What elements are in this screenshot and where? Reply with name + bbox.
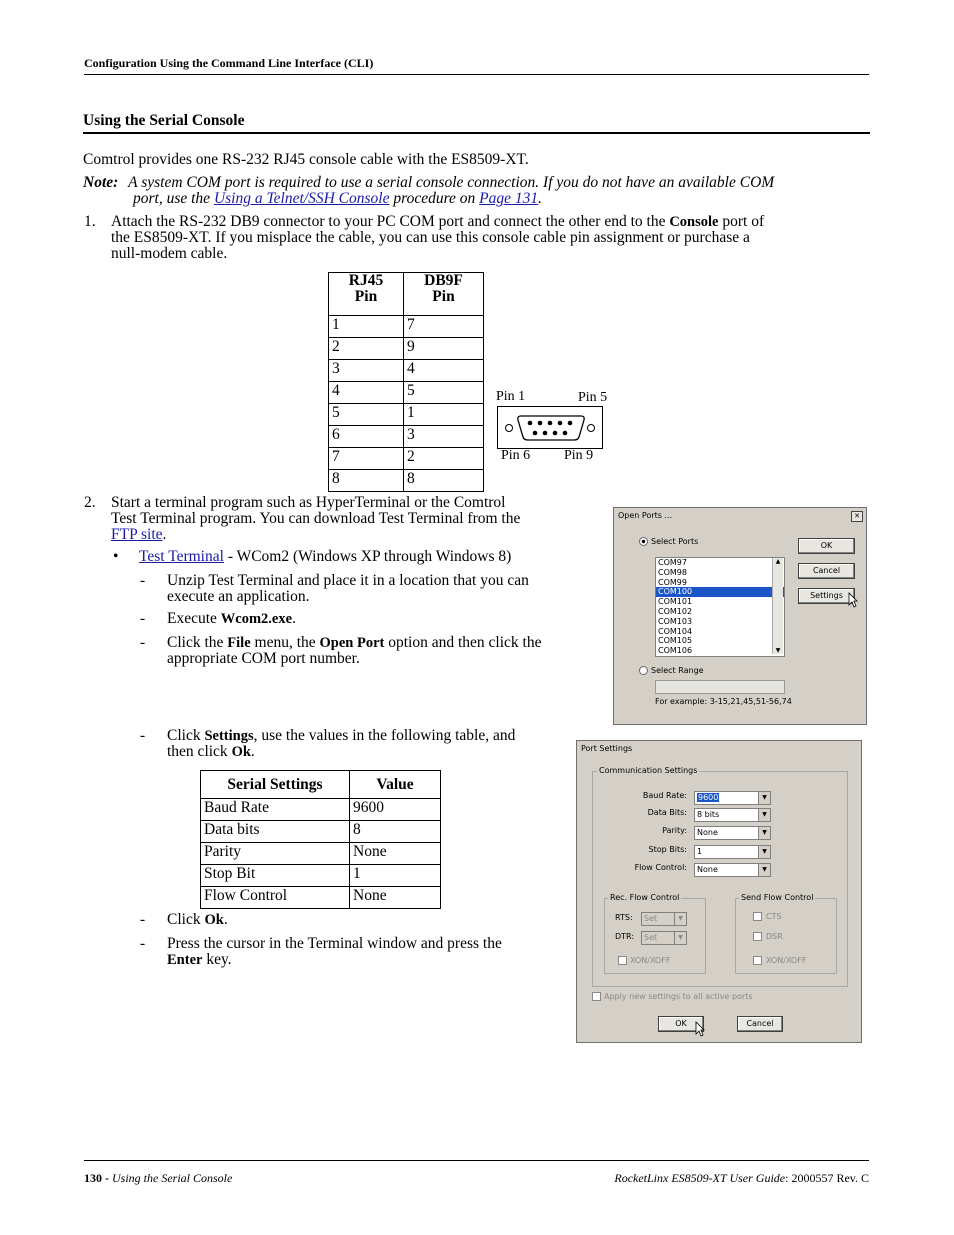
page-number: 130 - (84, 1171, 112, 1185)
dash-marker: - (140, 935, 146, 952)
pin-table-row (329, 404, 484, 426)
header-text: DB9F (424, 272, 463, 289)
console-term: Console (669, 214, 719, 230)
ok-button[interactable]: OK (798, 538, 855, 554)
port-list-item[interactable]: COM100 (656, 587, 784, 597)
combo-value: None (697, 865, 718, 874)
select-ports-label: Select Ports (651, 537, 699, 546)
data-bits-select[interactable] (694, 808, 771, 822)
dtr-select[interactable] (641, 931, 687, 945)
serial-table-row (201, 799, 441, 821)
port-list-item[interactable]: COM103 (658, 616, 693, 626)
sub-step-settings-line-2 (167, 744, 255, 760)
header-text: RJ45 (348, 272, 384, 289)
parity-label: Parity: (662, 826, 687, 835)
step-text: menu, the (250, 634, 320, 651)
flow-control-select[interactable] (694, 863, 771, 877)
note-line-1: A system COM port is required to use a serial console connection. If you do not have an available COM (128, 174, 775, 191)
wcom2-term: Wcom2.exe (220, 611, 293, 627)
settings-term: Settings (204, 728, 254, 744)
close-icon[interactable]: ✕ (851, 511, 863, 522)
flow-control-label: Flow Control: (634, 863, 687, 872)
cts-checkbox[interactable] (753, 912, 762, 921)
send-flow-control-label: Send Flow Control (741, 893, 814, 902)
footer-section: Using the Serial Console (112, 1171, 233, 1185)
step-text: option and then click the (384, 634, 542, 651)
setting-value-cell: None (350, 887, 441, 909)
note-label: Note: (83, 174, 119, 191)
port-list-item[interactable]: COM101 (658, 597, 693, 607)
combo-value: Set (644, 914, 658, 923)
port-list-item[interactable]: COM105 (658, 636, 693, 646)
rec-xon-xoff-checkbox[interactable] (618, 956, 627, 965)
dash-marker: - (140, 610, 146, 627)
pin-table-row (329, 382, 484, 404)
port-list-scrollbar[interactable] (772, 558, 783, 654)
test-terminal-link[interactable]: Test Terminal (139, 548, 224, 565)
sub-step-settings-line-1 (167, 728, 515, 744)
open-ports-titlebar (615, 509, 865, 523)
setting-value-cell: 9600 (350, 799, 441, 821)
sub-step-unzip-line-2: execute an application. (167, 588, 310, 605)
port-list[interactable] (655, 557, 785, 657)
pin-table (328, 272, 484, 492)
db9f-pin-cell: 4 (404, 360, 484, 382)
note-text: procedure on (389, 190, 480, 207)
step-text: port of (718, 213, 765, 230)
combo-value: 8 bits (697, 810, 720, 819)
ok-button[interactable]: OK (658, 1016, 704, 1032)
sub-step-unzip-line-1: Unzip Test Terminal and place it in a location that you can (167, 572, 529, 589)
db9f-pin-cell: 3 (404, 426, 484, 448)
setting-name-cell: Stop Bit (201, 865, 350, 887)
cursor-icon (695, 1021, 705, 1037)
rts-label: RTS: (615, 913, 633, 922)
intro-paragraph: Comtrol provides one RS-232 RJ45 console cable with the ES8509-XT. (83, 151, 529, 168)
sub-step-execute (167, 611, 296, 627)
pin-table-row (329, 426, 484, 448)
rj45-pin-cell: 2 (329, 338, 404, 360)
dash-marker: - (140, 911, 146, 928)
pin-table-row (329, 316, 484, 338)
enter-term: Enter (167, 952, 203, 968)
setting-value-cell: 8 (350, 821, 441, 843)
section-rule (83, 132, 870, 134)
step-text: . (223, 911, 228, 928)
step-text: key. (202, 951, 232, 968)
note-line-2 (133, 191, 542, 207)
note-text: . (538, 190, 543, 207)
dtr-label: DTR: (615, 932, 635, 941)
rj45-pin-cell: 1 (329, 316, 404, 338)
db9f-pin-cell: 5 (404, 382, 484, 404)
baud-rate-select[interactable] (694, 791, 771, 805)
pin-table-header-rj45 (329, 273, 404, 316)
rj45-pin-cell: 5 (329, 404, 404, 426)
select-range-label: Select Range (651, 666, 704, 675)
setting-name-cell: Data bits (201, 821, 350, 843)
dialog-title: Port Settings (581, 744, 633, 753)
telnet-ssh-link[interactable]: Using a Telnet/SSH Console (213, 190, 390, 207)
step-text: then click (167, 743, 232, 760)
db9-pin6-label: Pin 6 (501, 448, 531, 463)
pin-table-row (329, 470, 484, 492)
step-text: Click (167, 727, 205, 744)
data-bits-label: Data Bits: (647, 808, 687, 817)
page-131-link[interactable]: Page 131 (479, 190, 539, 207)
baud-rate-label: Baud Rate: (642, 791, 687, 800)
serial-table-row (201, 843, 441, 865)
setting-name-cell: Flow Control (201, 887, 350, 909)
open-ports-dialog (613, 507, 867, 725)
rts-select[interactable] (641, 912, 687, 926)
step-text: Attach the RS-232 DB9 connector to your PC COM port and connect the other end to the (111, 213, 670, 230)
header-rule (84, 74, 869, 75)
communication-settings-label: Communication Settings (599, 766, 698, 775)
cancel-button[interactable]: Cancel (798, 563, 855, 579)
db9f-pin-cell: 7 (404, 316, 484, 338)
chevron-down-icon: ▼ (674, 913, 686, 925)
step-1-number: 1. (84, 213, 96, 230)
bullet-text: - WCom2 (Windows XP through Windows 8) (223, 548, 512, 565)
step-2-line-3 (111, 527, 166, 543)
send-xon-xoff-checkbox[interactable] (753, 956, 762, 965)
rj45-pin-cell: 7 (329, 448, 404, 470)
ok-term: Ok (204, 912, 224, 928)
port-list-item[interactable]: COM98 (658, 567, 687, 577)
port-settings-titlebar (578, 742, 860, 756)
db9-connector-diagram (497, 406, 603, 449)
sub-step-click-ok (167, 912, 228, 928)
rj45-pin-cell: 3 (329, 360, 404, 382)
header-text: Pin (432, 288, 455, 305)
chevron-down-icon: ▼ (674, 932, 686, 944)
setting-name-cell: Baud Rate (201, 799, 350, 821)
serial-table-row (201, 887, 441, 909)
sub-step-press-enter-line-2 (167, 952, 232, 968)
rj45-pin-cell: 6 (329, 426, 404, 448)
serial-table-header-value: Value (350, 771, 441, 799)
combo-value: 9600 (698, 793, 719, 802)
guide-revision: : 2000557 Rev. C (785, 1171, 869, 1185)
setting-value-cell: None (350, 843, 441, 865)
range-input[interactable] (655, 680, 785, 694)
ftp-site-link[interactable]: FTP site (111, 526, 163, 543)
header-text: Pin (354, 288, 378, 305)
port-list-item[interactable]: COM106 (658, 646, 693, 656)
db9f-pin-cell: 2 (404, 448, 484, 470)
range-example-text: For example: 3-15,21,45,51-56,74 (655, 697, 792, 706)
stop-bits-label: Stop Bits: (648, 845, 687, 854)
db9f-pin-cell: 1 (404, 404, 484, 426)
db9f-pin-cell: 9 (404, 338, 484, 360)
step-1-line-1 (111, 214, 764, 230)
serial-table-header-settings: Serial Settings (201, 771, 350, 799)
sub-step-press-enter-line-1: Press the cursor in the Terminal window and press the (167, 935, 502, 952)
step-text: . (292, 610, 296, 627)
note (83, 175, 883, 191)
step-2-line-1: Start a terminal program such as HyperTerminal or the Comtrol (111, 494, 506, 511)
serial-table-row (201, 821, 441, 843)
serial-settings-table (200, 770, 441, 909)
footer-right (614, 1171, 869, 1186)
step-2-number: 2. (84, 494, 96, 511)
footer-left (84, 1171, 232, 1186)
step-text: Click the (167, 634, 228, 651)
step-text: , use the values in the following table, and (253, 727, 516, 744)
dsr-checkbox[interactable] (753, 932, 762, 941)
chevron-down-icon: ▼ (758, 864, 770, 876)
port-list-item[interactable]: COM99 (658, 577, 687, 587)
dash-marker: - (140, 572, 146, 589)
step-1-line-2: the ES8509-XT. If you misplace the cable, you can use this console cable pin assignment or purchase a (111, 229, 750, 246)
scroll-down-icon[interactable]: ▼ (775, 647, 781, 654)
setting-value-cell: 1 (350, 865, 441, 887)
chevron-down-icon: ▼ (758, 827, 770, 839)
dsr-label: DSR (766, 932, 783, 941)
port-list-item[interactable]: COM104 (658, 626, 693, 636)
chevron-down-icon: ▼ (758, 792, 770, 804)
section-title: Using the Serial Console (83, 112, 245, 129)
send-xon-xoff-label: XON/XOFF (766, 956, 807, 965)
ok-term: Ok (231, 744, 251, 760)
dash-marker: - (140, 727, 146, 744)
sub-step-open-port-line-2: appropriate COM port number. (167, 650, 360, 667)
rec-flow-control-label: Rec. Flow Control (610, 893, 680, 902)
sub-step-open-port-line-1 (167, 635, 541, 651)
rj45-pin-cell: 8 (329, 470, 404, 492)
pin-table-row (329, 448, 484, 470)
test-terminal-line (139, 549, 511, 565)
chevron-down-icon: ▼ (758, 809, 770, 821)
rj45-pin-cell: 4 (329, 382, 404, 404)
file-term: File (227, 635, 251, 651)
dialog-title: Open Ports ... (618, 511, 673, 520)
step-text: . (162, 526, 167, 543)
setting-name-cell: Parity (201, 843, 350, 865)
combo-value: Set (644, 933, 658, 942)
apply-all-checkbox[interactable] (592, 992, 601, 1001)
serial-table-row (201, 865, 441, 887)
pin-table-row (329, 338, 484, 360)
note-text: port, use the (133, 190, 214, 207)
step-text: . (250, 743, 255, 760)
cancel-button[interactable]: Cancel (737, 1016, 783, 1032)
pin-table-row (329, 360, 484, 382)
db9-pin5-label: Pin 5 (578, 390, 608, 405)
pin-table-header-db9f (404, 273, 484, 316)
parity-select[interactable] (694, 826, 771, 840)
scroll-up-icon[interactable]: ▲ (775, 558, 781, 565)
step-text: Execute (167, 610, 221, 627)
port-list-item[interactable]: COM102 (658, 606, 693, 616)
db9f-pin-cell: 8 (404, 470, 484, 492)
step-1-line-3: null-modem cable. (111, 245, 228, 262)
port-settings-dialog (576, 740, 862, 1043)
select-ports-radio[interactable] (639, 537, 648, 546)
running-header: Configuration Using the Command Line Interface (CLI) (84, 56, 374, 70)
db9-pin9-label: Pin 9 (564, 448, 594, 463)
step-text: Click (167, 911, 205, 928)
guide-title: RocketLinx ES8509-XT User Guide (614, 1171, 786, 1185)
db9-pin1-label: Pin 1 (496, 389, 526, 404)
combo-value: None (697, 828, 718, 837)
open-port-term: Open Port (319, 635, 385, 651)
bullet-marker: • (113, 548, 119, 565)
port-list-item[interactable]: COM97 (658, 558, 687, 567)
apply-all-label: Apply new settings to all active ports (604, 992, 753, 1001)
combo-value: 1 (697, 847, 703, 856)
step-2-line-2: Test Terminal program. You can download Test Terminal from the (111, 510, 521, 527)
stop-bits-select[interactable] (694, 845, 771, 859)
dash-marker: - (140, 634, 146, 651)
cursor-icon (848, 592, 858, 608)
chevron-down-icon: ▼ (758, 846, 770, 858)
select-range-radio[interactable] (639, 666, 648, 675)
settings-button[interactable]: Settings (798, 588, 855, 604)
rec-xon-xoff-label: XON/XOFF (630, 956, 671, 965)
footer-rule (84, 1160, 869, 1161)
cts-label: CTS (766, 912, 782, 921)
